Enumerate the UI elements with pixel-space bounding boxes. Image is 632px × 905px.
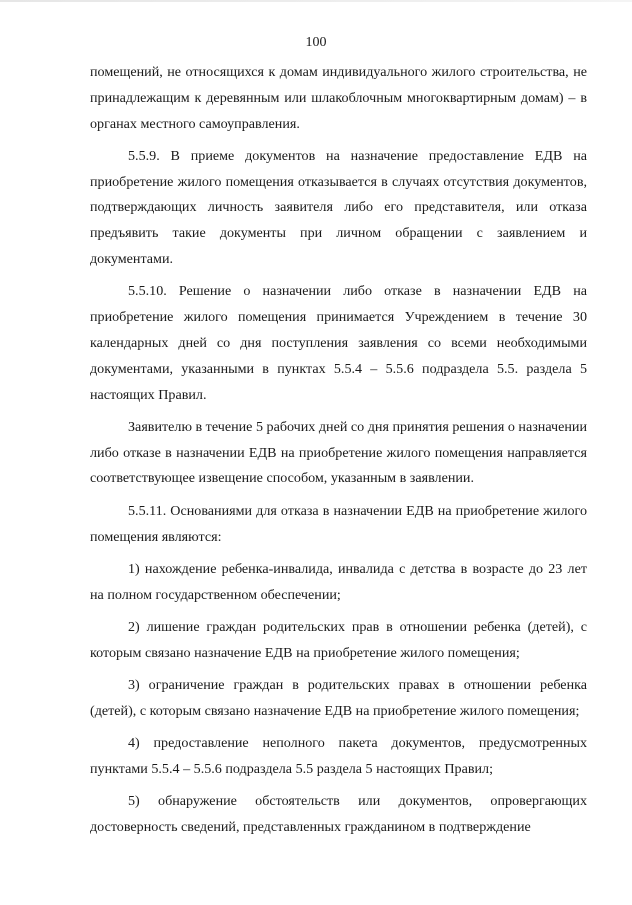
- list-item-5: 5) обнаружение обстоятельств или документов, опровергающих достоверность сведений, представленных гражданином в подтверждение: [90, 793, 587, 836]
- page-number: 100: [305, 35, 327, 50]
- list-item-2: 2) лишение граждан родительских прав в отношении ребенка (детей), с которым связано назначение ЕДВ на приобретение жилого помещения;: [90, 618, 587, 661]
- paragraph-5-5-10: 5.5.10. Решение о назначении либо отказе в назначении ЕДВ на приобретение жилого помещения принимается Учреждением в течение 30 календарных дней со дня поступления заявления со всеми необходимыми документами, указанными в пунктах 5.5.4 – 5.5.6 подраздела 5.5. раздела 5 настоящих Правил.: [90, 283, 587, 403]
- paragraph-continuation: помещений, не относящихся к домам индивидуального жилого строительства, не принадлежащим к деревянным или шлакоблочным многоквартирным домам) – в органах местного самоуправления.: [90, 64, 587, 132]
- document-body: [90, 60, 587, 847]
- paragraph-5-5-11: 5.5.11. Основаниями для отказа в назначении ЕДВ на приобретение жилого помещения являются:: [90, 502, 587, 545]
- list-item-4: 4) предоставление неполного пакета документов, предусмотренных пунктами 5.5.4 – 5.5.6 подраздела 5.5 раздела 5 настоящих Правил;: [90, 735, 587, 777]
- paragraph-5-5-9: 5.5.9. В приеме документов на назначение предоставление ЕДВ на приобретение жилого помещения отказывается в случаях отсутствия документов, подтверждающих личность заявителя либо его представителя, или отказа предъявить такие документы при личном обращении с заявлением и документами.: [90, 147, 587, 268]
- scan-edge: [0, 0, 632, 2]
- paragraph-applicant-notice: Заявителю в течение 5 рабочих дней со дня принятия решения о назначении либо отказе в назначении ЕДВ на приобретение жилого помещения направляется соответствующее извещение способом, указанным в заявлении.: [90, 418, 587, 487]
- list-item-3: 3) ограничение граждан в родительских правах в отношении ребенка (детей), с которым связано назначение ЕДВ на приобретение жилого помещения;: [90, 677, 587, 719]
- list-item-1: 1) нахождение ребенка-инвалида, инвалида с детства в возрасте до 23 лет на полном государственном обеспечении;: [90, 560, 587, 603]
